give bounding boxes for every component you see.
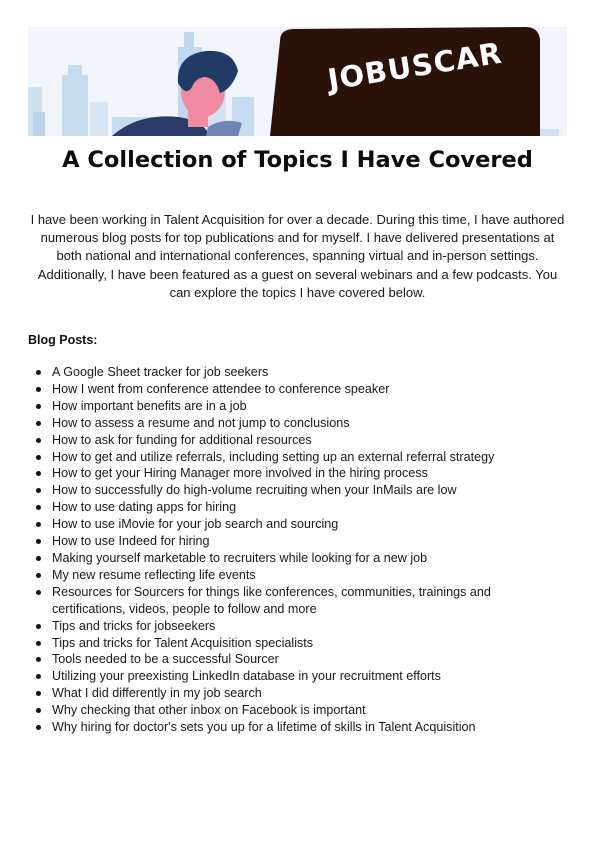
- list-item-text: What I did differently in my job search: [52, 686, 262, 701]
- list-item-text: Tips and tricks for Talent Acquisition specialists: [52, 635, 314, 650]
- list-item-text: Making yourself marketable to recruiters while looking for a new job: [52, 550, 428, 565]
- list-item-text: Why hiring for doctor's sets you up for a lifetime of skills in Talent Acquisition: [52, 720, 476, 735]
- list-item: [28, 516, 548, 533]
- bullet-icon: [36, 421, 41, 426]
- list-item-text: How to ask for funding for additional resources: [52, 432, 312, 447]
- bullet-icon: [36, 590, 41, 595]
- list-item-text: Resources for Sourcers for things like conferences, communities, trainings and certifications, videos, people to follow and more: [52, 584, 491, 616]
- list-item-text: Why checking that other inbox on Facebook is important: [52, 703, 366, 718]
- bullet-icon: [36, 624, 41, 629]
- list-item-text: How to get and utilize referrals, including setting up an external referral strategy: [52, 449, 495, 464]
- list-item: [28, 415, 548, 432]
- bullet-icon: [36, 657, 41, 662]
- list-item: [28, 449, 548, 466]
- blog-posts-list: [28, 364, 548, 736]
- bullet-icon: [36, 404, 41, 409]
- list-item: [28, 702, 548, 719]
- list-item: [28, 668, 548, 685]
- bullet-icon: [36, 455, 41, 460]
- bullet-icon: [36, 725, 41, 730]
- list-item-text: How important benefits are in a job: [52, 398, 247, 413]
- brand-logo-text: JOBUSCAR: [325, 35, 505, 97]
- list-item-text: A Google Sheet tracker for job seekers: [52, 365, 269, 379]
- bullet-icon: [36, 539, 41, 544]
- bullet-icon: [36, 641, 41, 646]
- list-item: [28, 482, 548, 499]
- bullet-icon: [36, 522, 41, 527]
- list-item: [28, 499, 548, 516]
- list-item: [28, 465, 548, 482]
- bullet-icon: [36, 505, 41, 510]
- bullet-icon: [36, 471, 41, 476]
- bullet-icon: [36, 573, 41, 578]
- bullet-icon: [36, 387, 41, 392]
- list-item: [28, 635, 548, 652]
- intro-paragraph: I have been working in Talent Acquisition for over a decade. During this time, I have authored numerous blog posts for top publications and for myself. I have delivered presentations at both national and international conferences, spanning virtual and in-person settings. Additionally, I have been featured as a guest on several webinars and a few podcasts. You can explore the topics I have covered below.: [30, 212, 565, 300]
- list-item: [28, 550, 548, 567]
- list-item: [28, 618, 548, 635]
- bullet-icon: [36, 488, 41, 493]
- list-item-text: How to use dating apps for hiring: [52, 500, 237, 515]
- header-banner: [28, 27, 567, 136]
- list-item: [28, 533, 548, 550]
- list-item-text: Tools needed to be a successful Sourcer: [52, 652, 279, 667]
- list-item-text: How to assess a resume and not jump to conclusions: [52, 415, 350, 430]
- list-item: [28, 364, 548, 381]
- bullet-icon: [36, 556, 41, 561]
- list-item: [28, 685, 548, 702]
- bullet-icon: [36, 708, 41, 713]
- list-item-text: How I went from conference attendee to conference speaker: [52, 381, 390, 396]
- list-item: [28, 719, 548, 736]
- list-item: [28, 432, 548, 449]
- bullet-icon: [36, 691, 41, 696]
- list-item: [28, 651, 548, 668]
- list-item: [28, 584, 548, 618]
- list-item-text: How to successfully do high-volume recruiting when your InMails are low: [52, 483, 457, 498]
- list-item-text: How to use iMovie for your job search and sourcing: [52, 517, 339, 532]
- blog-posts-heading: Blog Posts:: [28, 333, 98, 347]
- list-item-text: How to get your Hiring Manager more involved in the hiring process: [52, 466, 428, 481]
- page-title: A Collection of Topics I Have Covered: [62, 147, 533, 173]
- list-item: [28, 567, 548, 584]
- list-item-text: How to use Indeed for hiring: [52, 534, 210, 549]
- bullet-icon: [36, 370, 41, 375]
- list-item-text: Tips and tricks for jobseekers: [52, 618, 216, 633]
- list-item-text: Utilizing your preexisting LinkedIn database in your recruitment efforts: [52, 669, 441, 684]
- list-item-text: My new resume reflecting life events: [52, 567, 256, 582]
- bullet-icon: [36, 674, 41, 679]
- list-item: [28, 398, 548, 415]
- list-item: [28, 381, 548, 398]
- bullet-icon: [36, 438, 41, 443]
